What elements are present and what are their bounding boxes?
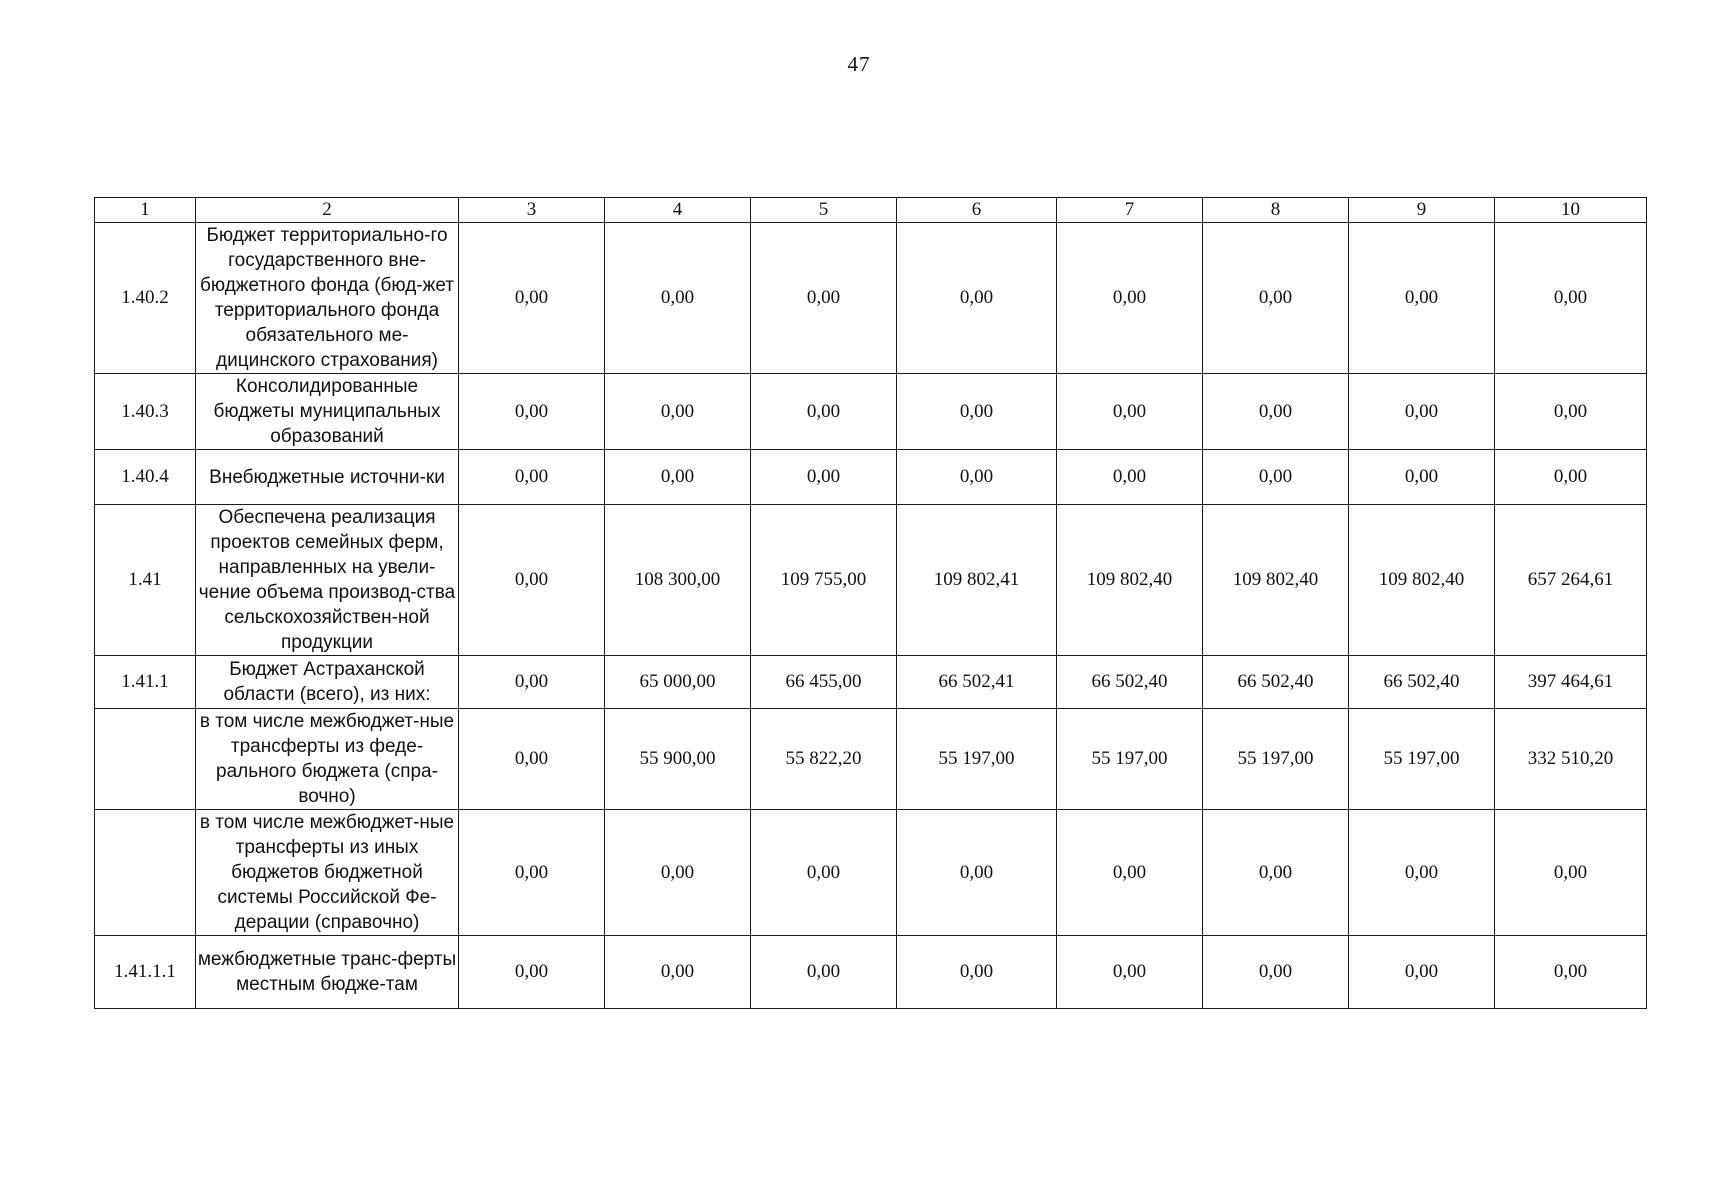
value-cell: 0,00 [605,374,751,450]
value-cell: 332 510,20 [1495,709,1647,810]
column-header: 5 [751,198,897,223]
page-number: 47 [847,52,871,76]
value-cell: 0,00 [605,936,751,1009]
value-cell: 0,00 [897,223,1057,374]
value-cell: 66 502,40 [1349,656,1495,709]
value-cell: 66 502,41 [897,656,1057,709]
column-header: 7 [1057,198,1203,223]
row-code: 1.41.1.1 [95,936,196,1009]
value-cell: 109 802,41 [897,505,1057,656]
value-cell: 0,00 [1057,936,1203,1009]
table-row [95,223,1647,374]
column-header: 2 [196,198,459,223]
value-cell: 0,00 [605,450,751,505]
value-cell: 55 822,20 [751,709,897,810]
value-cell: 66 502,40 [1203,656,1349,709]
row-description: Бюджет территориально-го государственного вне-бюджетного фонда (бюд-жет территориального фонда обязательного ме-дицинского страхования) [196,223,459,374]
value-cell: 0,00 [1057,450,1203,505]
value-cell: 0,00 [1057,223,1203,374]
table-row [95,656,1647,709]
table-row [95,450,1647,505]
value-cell: 0,00 [1495,810,1647,936]
row-description: в том числе межбюджет-ные трансферты из феде-рального бюджета (спра-вочно) [196,709,459,810]
value-cell: 0,00 [605,223,751,374]
value-cell: 108 300,00 [605,505,751,656]
column-header: 8 [1203,198,1349,223]
row-description: Бюджет Астраханской области (всего), из них: [196,656,459,709]
value-cell: 66 502,40 [1057,656,1203,709]
value-cell: 0,00 [459,374,605,450]
value-cell: 0,00 [1057,810,1203,936]
value-cell: 55 197,00 [1057,709,1203,810]
row-description: Обеспечена реализация проектов семейных ферм, направленных на увели-чение объема производ-ства сельскохозяйствен-ной продукции [196,505,459,656]
value-cell: 0,00 [897,450,1057,505]
column-header: 4 [605,198,751,223]
budget-table [94,197,1647,1009]
value-cell: 0,00 [1495,450,1647,505]
column-header: 1 [95,198,196,223]
value-cell: 0,00 [751,450,897,505]
row-description: Консолидированные бюджеты муниципальных образований [196,374,459,450]
value-cell: 0,00 [1203,223,1349,374]
row-code: 1.40.4 [95,450,196,505]
value-cell: 0,00 [459,505,605,656]
value-cell: 109 755,00 [751,505,897,656]
value-cell: 0,00 [1349,810,1495,936]
value-cell: 0,00 [459,936,605,1009]
value-cell: 0,00 [1203,936,1349,1009]
row-code: 1.40.2 [95,223,196,374]
value-cell: 0,00 [1203,374,1349,450]
value-cell: 0,00 [459,810,605,936]
column-header: 3 [459,198,605,223]
row-description: в том числе межбюджет-ные трансферты из иных бюджетов бюджетной системы Российской Фе-дерации (справочно) [196,810,459,936]
value-cell: 0,00 [897,810,1057,936]
table-row [95,505,1647,656]
row-code [95,810,196,936]
value-cell: 0,00 [1349,374,1495,450]
value-cell: 0,00 [1349,450,1495,505]
value-cell: 0,00 [605,810,751,936]
value-cell: 66 455,00 [751,656,897,709]
value-cell: 0,00 [1495,374,1647,450]
value-cell: 0,00 [459,656,605,709]
row-description: межбюджетные транс-ферты местным бюдже-там [196,936,459,1009]
value-cell: 0,00 [459,223,605,374]
table-row [95,709,1647,810]
value-cell: 0,00 [1495,223,1647,374]
value-cell: 0,00 [751,223,897,374]
row-code: 1.41 [95,505,196,656]
value-cell: 0,00 [751,936,897,1009]
row-code: 1.40.3 [95,374,196,450]
value-cell: 0,00 [1349,936,1495,1009]
value-cell: 397 464,61 [1495,656,1647,709]
value-cell: 0,00 [1057,374,1203,450]
value-cell: 55 197,00 [1203,709,1349,810]
value-cell: 0,00 [897,936,1057,1009]
value-cell: 0,00 [1203,450,1349,505]
table-row [95,810,1647,936]
value-cell: 0,00 [751,810,897,936]
value-cell: 65 000,00 [605,656,751,709]
value-cell: 657 264,61 [1495,505,1647,656]
header-row [95,198,1647,223]
value-cell: 55 197,00 [1349,709,1495,810]
row-code [95,709,196,810]
value-cell: 55 900,00 [605,709,751,810]
value-cell: 55 197,00 [897,709,1057,810]
row-code: 1.41.1 [95,656,196,709]
column-header: 6 [897,198,1057,223]
value-cell: 0,00 [751,374,897,450]
value-cell: 0,00 [1349,223,1495,374]
table-row [95,936,1647,1009]
value-cell: 0,00 [897,374,1057,450]
table-row [95,374,1647,450]
value-cell: 0,00 [459,450,605,505]
value-cell: 0,00 [1495,936,1647,1009]
column-header: 10 [1495,198,1647,223]
value-cell: 109 802,40 [1203,505,1349,656]
value-cell: 0,00 [459,709,605,810]
value-cell: 109 802,40 [1349,505,1495,656]
row-description: Внебюджетные источни-ки [196,450,459,505]
column-header: 9 [1349,198,1495,223]
value-cell: 109 802,40 [1057,505,1203,656]
value-cell: 0,00 [1203,810,1349,936]
